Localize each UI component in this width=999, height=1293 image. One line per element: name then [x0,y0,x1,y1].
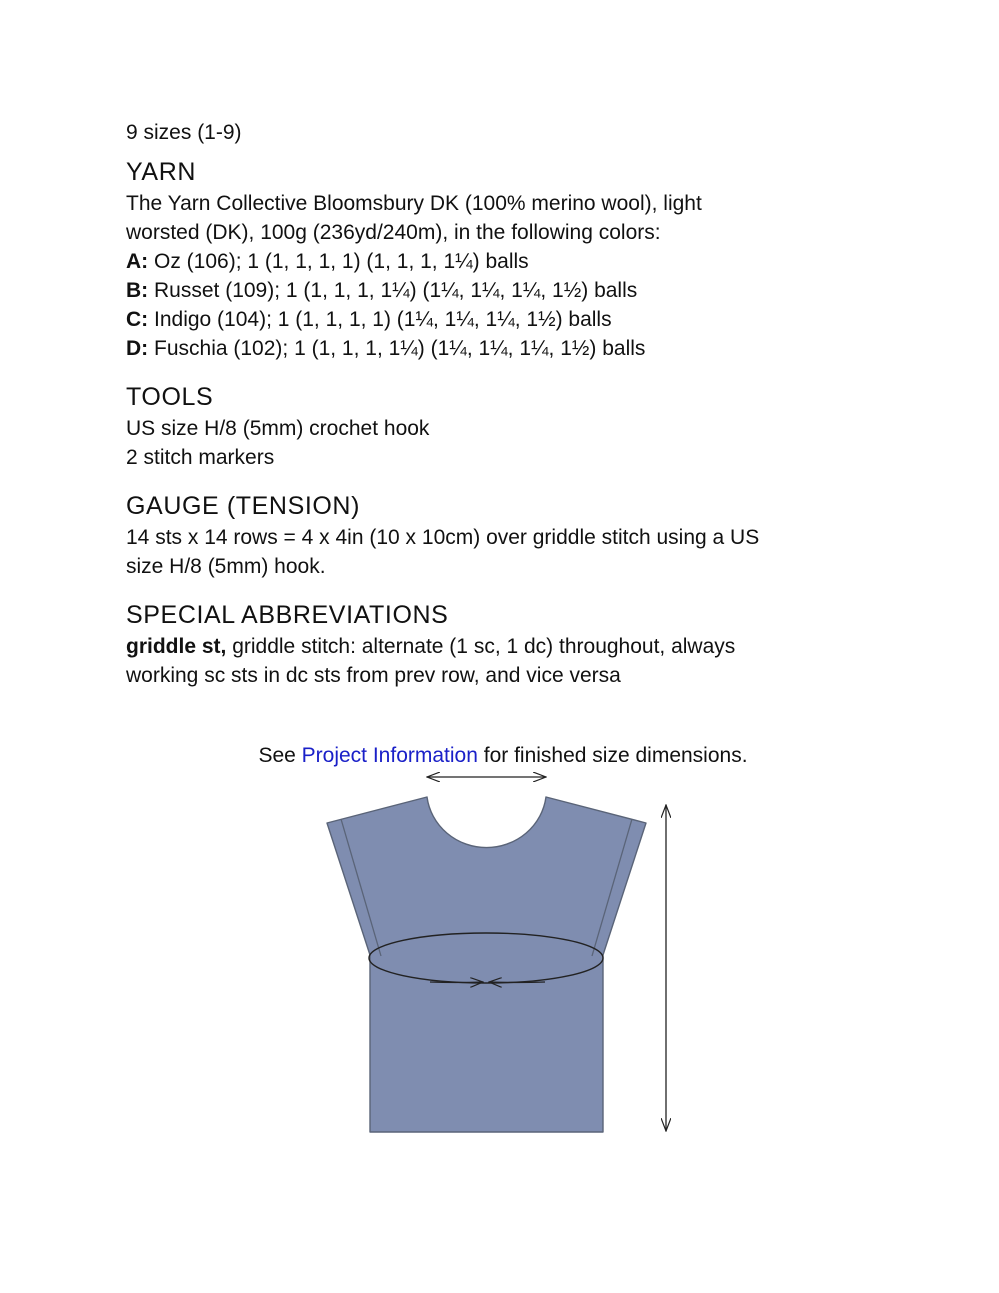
abbreviation-definition-1: griddle stitch: alternate (1 sc, 1 dc) throughout, always [226,635,736,658]
project-information-link[interactable]: Project Information [301,744,478,767]
gauge-heading: GAUGE (TENSION) [126,492,361,520]
yarn-color-a-label: A: [126,250,149,273]
yarn-color-b-text: Russet (109); 1 (1, 1, 1, 1¼) (1¼, 1¼, 1¼, 1½) balls [148,279,638,302]
yarn-color-b-label: B: [126,279,149,302]
yarn-heading: YARN [126,158,197,186]
garment-shape [327,797,646,1132]
tools-item: US size H/8 (5mm) crochet hook [126,417,430,440]
see-note-suffix: for finished size dimensions. [477,744,748,767]
sizes-line: 9 sizes (1-9) [126,121,242,144]
yarn-color-d-label: D: [126,337,149,360]
tools-heading: TOOLS [126,383,214,411]
see-note-prefix: See [258,744,302,767]
abbreviations-heading: SPECIAL ABBREVIATIONS [126,601,449,629]
yarn-color-a-text: Oz (106); 1 (1, 1, 1, 1) (1, 1, 1, 1¼) balls [148,250,529,273]
yarn-color-c-label: C: [126,308,149,331]
yarn-description-line-2: worsted (DK), 100g (236yd/240m), in the following colors: [126,221,661,244]
abbreviation-term: griddle st, [126,635,227,658]
yarn-color-c-text: Indigo (104); 1 (1, 1, 1, 1) (1¼, 1¼, 1¼, 1½) balls [148,308,612,331]
gauge-line-1: 14 sts x 14 rows = 4 x 4in (10 x 10cm) over griddle stitch using a US [126,526,760,549]
tools-item: 2 stitch markers [126,446,275,469]
yarn-color-d-text: Fuschia (102); 1 (1, 1, 1, 1¼) (1¼, 1¼, 1¼, 1½) balls [148,337,646,360]
chest-circumference-arrow-left [430,982,483,983]
chest-circumference-arrow-right [489,982,545,983]
yarn-description-line-1: The Yarn Collective Bloomsbury DK (100% merino wool), light [126,192,702,215]
abbreviation-line-2: working sc sts in dc sts from prev row, and vice versa [126,664,621,687]
gauge-line-2: size H/8 (5mm) hook. [126,555,326,578]
